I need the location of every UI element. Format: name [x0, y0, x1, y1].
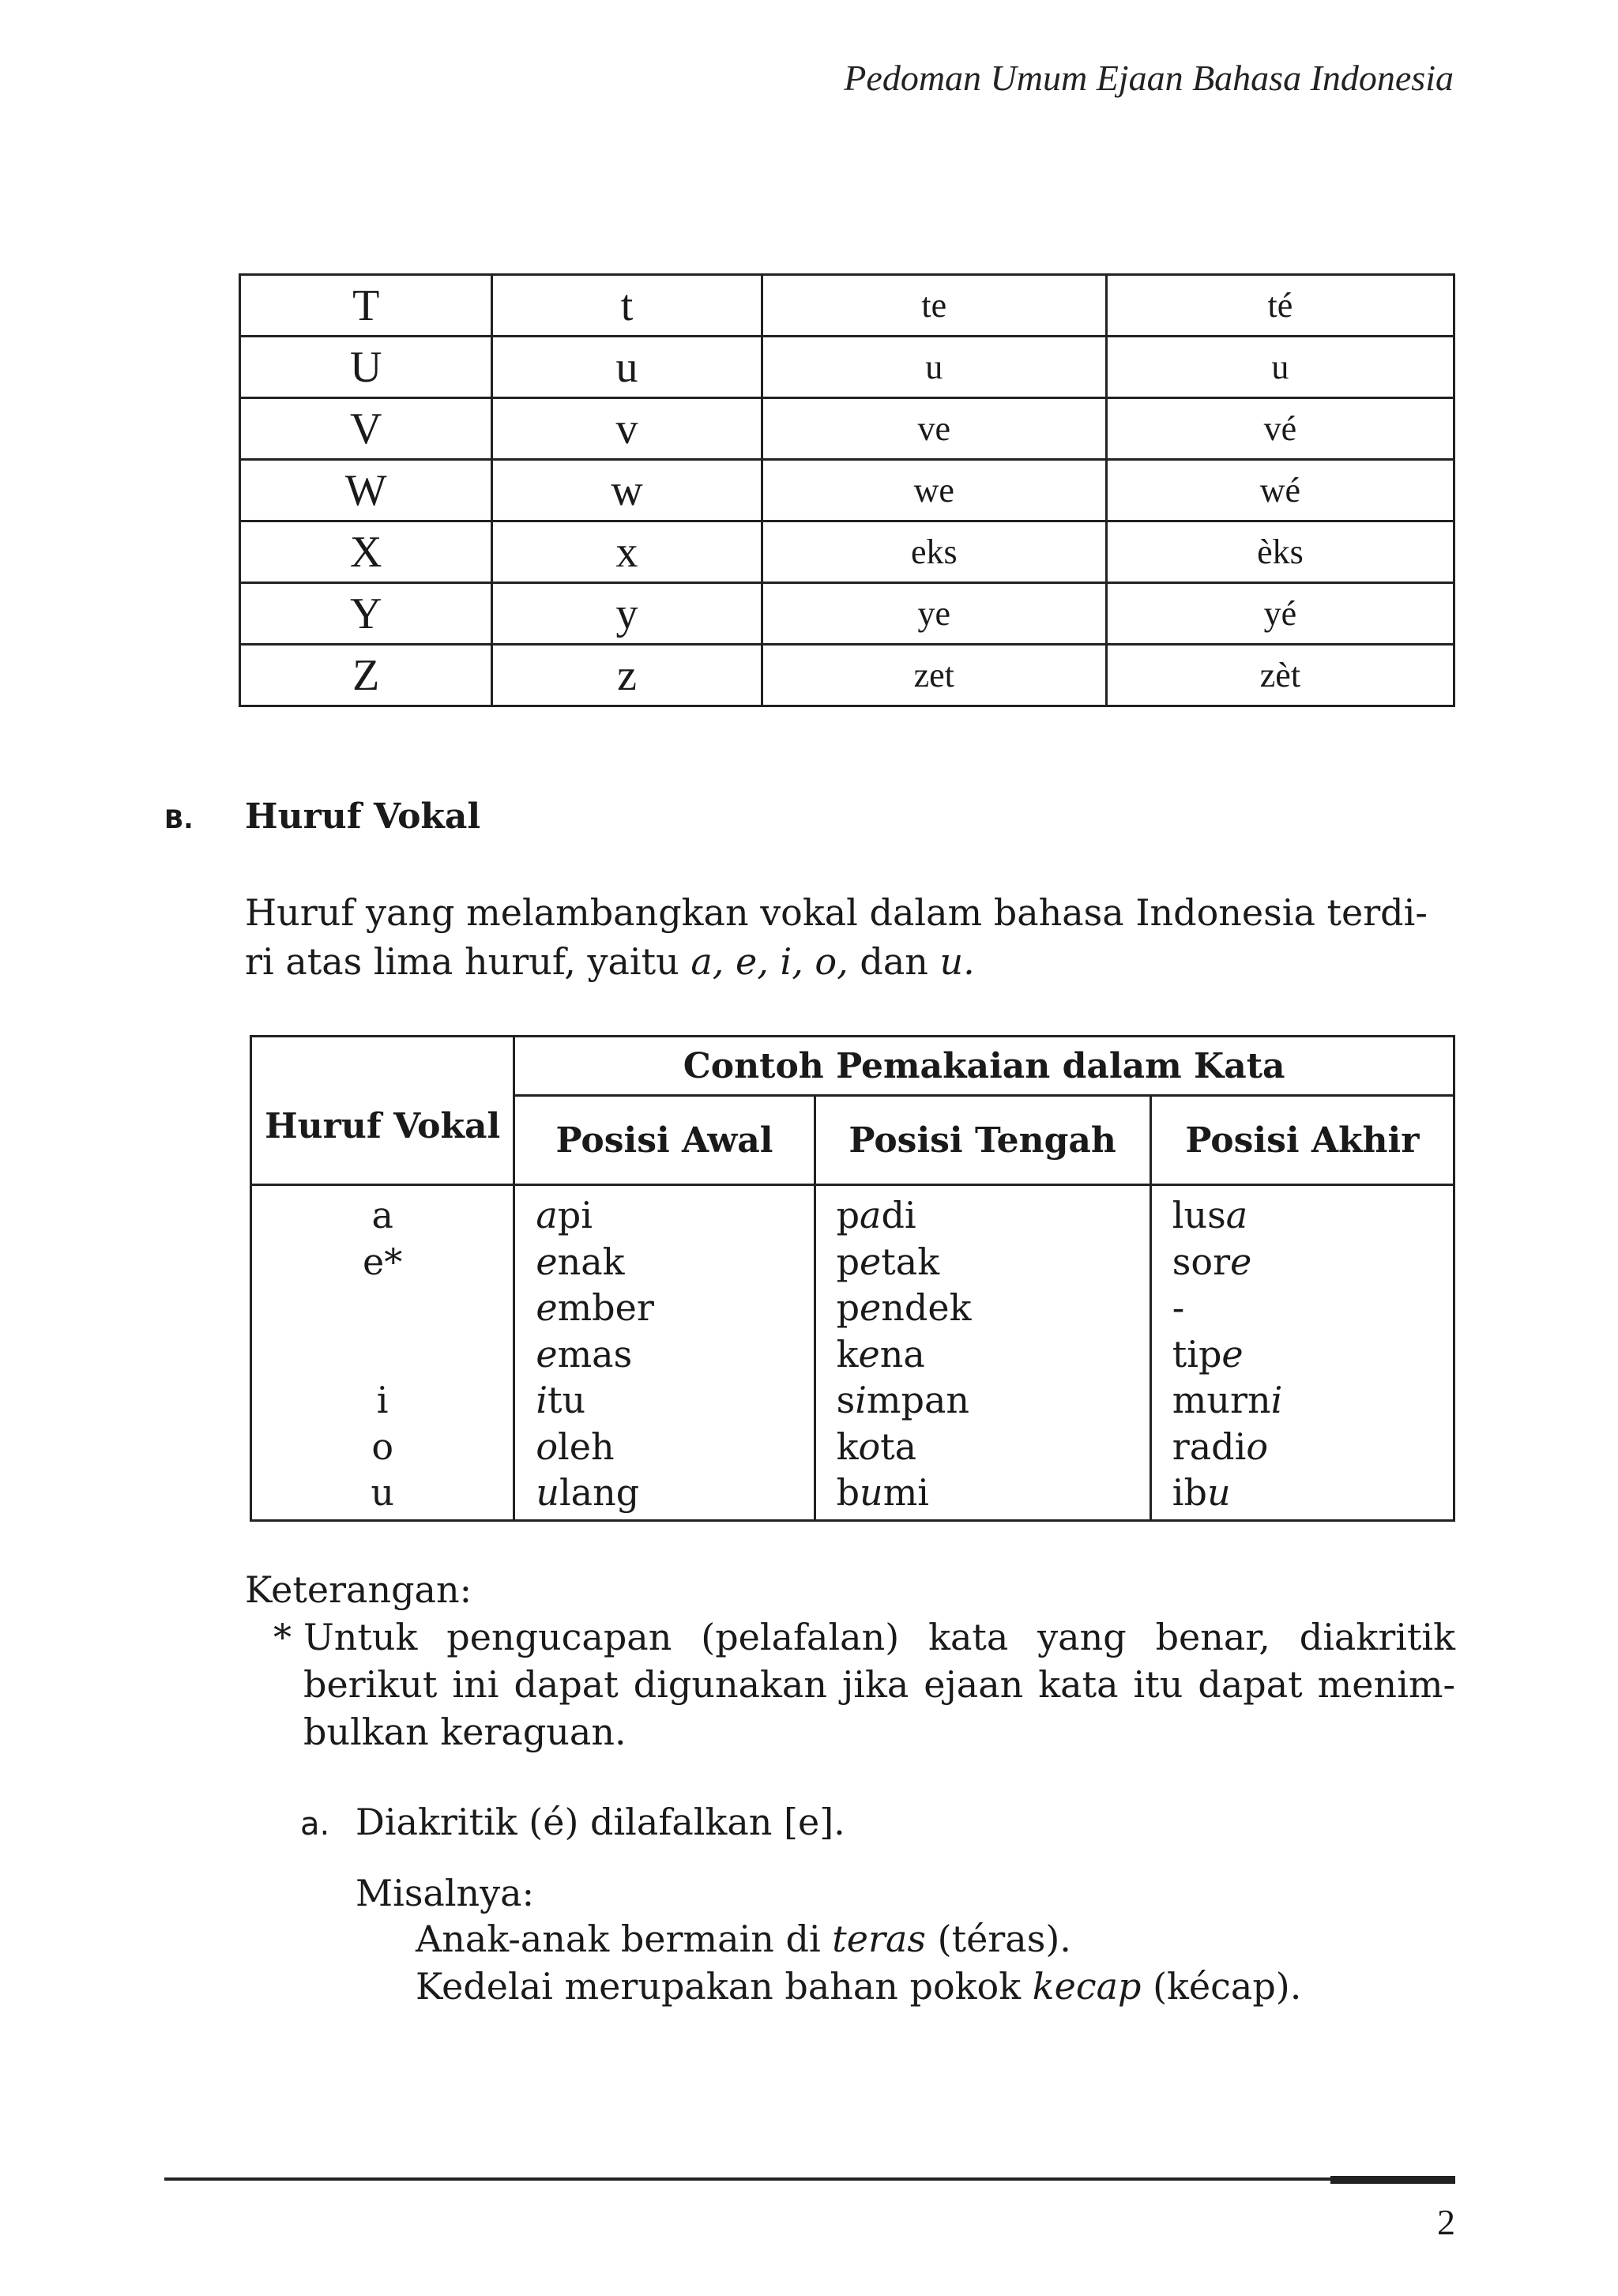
vowel-letter: e*: [363, 1240, 403, 1283]
alphabet-row: [240, 460, 1454, 521]
example-word-awal: ember: [536, 1286, 654, 1329]
keterangan-text: Untuk pengucapan (pelafalan) kata yang benar, diakritik berikut ini dapat digunakan jika ejaan kata itu dapat menim- bulkan keraguan.: [303, 1616, 1455, 1753]
vowel-letter: a: [371, 1194, 393, 1236]
alphabet-table: [239, 273, 1455, 707]
lowercase-letter: t: [492, 275, 762, 337]
alphabet-row: [240, 398, 1454, 460]
letter-pronunciation: u: [1106, 337, 1454, 398]
lowercase-letter: v: [492, 398, 762, 460]
header-huruf-vokal: Huruf Vokal: [251, 1037, 514, 1185]
footer-rule-accent: [1330, 2176, 1455, 2184]
keterangan-title: Keterangan:: [245, 1568, 472, 1611]
uppercase-letter: U: [240, 337, 492, 398]
uppercase-letter: W: [240, 460, 492, 521]
example-word-awal: itu: [536, 1379, 586, 1421]
letter-pronunciation: yé: [1106, 583, 1454, 645]
vowel-letter: i: [376, 1379, 389, 1421]
footer-rule: [164, 2177, 1455, 2181]
example-word-tengah: padi: [836, 1194, 916, 1236]
posisi-tengah-column: [815, 1185, 1150, 1521]
example-word-awal: ulang: [536, 1471, 640, 1514]
example-word-tengah: petak: [836, 1240, 940, 1283]
vowel-body-row: [251, 1185, 1454, 1521]
vowel-letter: [252, 1285, 513, 1331]
example-sentence-2: Kedelai merupakan bahan pokok kecap (kécap).: [416, 1965, 1302, 2008]
letter-pronunciation: wé: [1106, 460, 1454, 521]
alphabet-row: [240, 275, 1454, 337]
example-word-tengah: simpan: [836, 1379, 970, 1421]
uppercase-letter: V: [240, 398, 492, 460]
lowercase-letter: x: [492, 521, 762, 583]
example-word-akhir: sore: [1172, 1240, 1252, 1283]
letter-pronunciation: èks: [1106, 521, 1454, 583]
example-word-awal: enak: [536, 1240, 625, 1283]
uppercase-letter: T: [240, 275, 492, 337]
section-letter: B.: [164, 804, 194, 834]
lowercase-letter: y: [492, 583, 762, 645]
keterangan-note: [273, 1613, 1455, 1756]
example-word-awal: oleh: [536, 1425, 615, 1468]
misalnya-label: Misalnya:: [356, 1872, 535, 1914]
header-contoh: Contoh Pemakaian dalam Kata: [514, 1037, 1454, 1096]
posisi-awal-column: [514, 1185, 815, 1521]
header-posisi-akhir: Posisi Akhir: [1150, 1096, 1454, 1185]
uppercase-letter: X: [240, 521, 492, 583]
vowel-table: [250, 1035, 1455, 1522]
alphabet-row: [240, 337, 1454, 398]
example-word-tengah: bumi: [836, 1471, 930, 1514]
alphabet-row: [240, 521, 1454, 583]
uppercase-letter: Z: [240, 645, 492, 706]
section-title: Huruf Vokal: [245, 796, 481, 837]
header-posisi-tengah: Posisi Tengah: [815, 1096, 1150, 1185]
example-word-akhir: tipe: [1172, 1332, 1244, 1376]
header-posisi-awal: Posisi Awal: [514, 1096, 815, 1185]
lowercase-letter: w: [492, 460, 762, 521]
example-word-awal: api: [536, 1194, 593, 1236]
vowel-letter: u: [371, 1471, 394, 1514]
intro-paragraph: [245, 888, 1455, 986]
example-word-tengah: kota: [836, 1425, 917, 1468]
alphabet-row: [240, 645, 1454, 706]
footnote-asterisk: *: [273, 1616, 292, 1658]
example-word-tengah: kena: [836, 1332, 925, 1376]
list-label: a.: [300, 1806, 330, 1842]
section-heading: [164, 796, 480, 837]
letter-name: te: [762, 275, 1106, 337]
letter-pronunciation: té: [1106, 275, 1454, 337]
letter-name: u: [762, 337, 1106, 398]
list-item-a: [300, 1798, 845, 1848]
alphabet-row: [240, 583, 1454, 645]
lowercase-letter: u: [492, 337, 762, 398]
letter-name: we: [762, 460, 1106, 521]
vowel-letter: [252, 1331, 513, 1378]
letter-pronunciation: vé: [1106, 398, 1454, 460]
vowel-letter: o: [371, 1425, 394, 1468]
paragraph-line: ri atas lima huruf, yaitu a, e, i, o, dan u.: [245, 940, 975, 983]
vowel-letters-column: [251, 1185, 514, 1521]
running-header: Pedoman Umum Ejaan Bahasa Indonesia: [844, 58, 1454, 98]
example-word-akhir: murni: [1172, 1379, 1283, 1421]
lowercase-letter: z: [492, 645, 762, 706]
example-sentence-1: Anak-anak bermain di teras (téras).: [416, 1918, 1071, 1960]
letter-name: ye: [762, 583, 1106, 645]
example-word-tengah: pendek: [836, 1286, 972, 1329]
letter-name: zet: [762, 645, 1106, 706]
example-word-akhir: lusa: [1172, 1194, 1248, 1236]
letter-name: eks: [762, 521, 1106, 583]
letter-name: ve: [762, 398, 1106, 460]
example-word-akhir: ibu: [1172, 1471, 1231, 1514]
uppercase-letter: Y: [240, 583, 492, 645]
page-number: 2: [1437, 2202, 1455, 2242]
paragraph-line: Huruf yang melambangkan vokal dalam bahasa Indonesia terdi-: [245, 891, 1428, 934]
list-text: Diakritik (é) dilafalkan [e].: [356, 1801, 845, 1843]
posisi-akhir-column: [1150, 1185, 1454, 1521]
example-word-awal: emas: [536, 1332, 633, 1376]
example-word-akhir: -: [1172, 1286, 1185, 1329]
letter-pronunciation: zèt: [1106, 645, 1454, 706]
example-word-akhir: radio: [1172, 1425, 1269, 1468]
